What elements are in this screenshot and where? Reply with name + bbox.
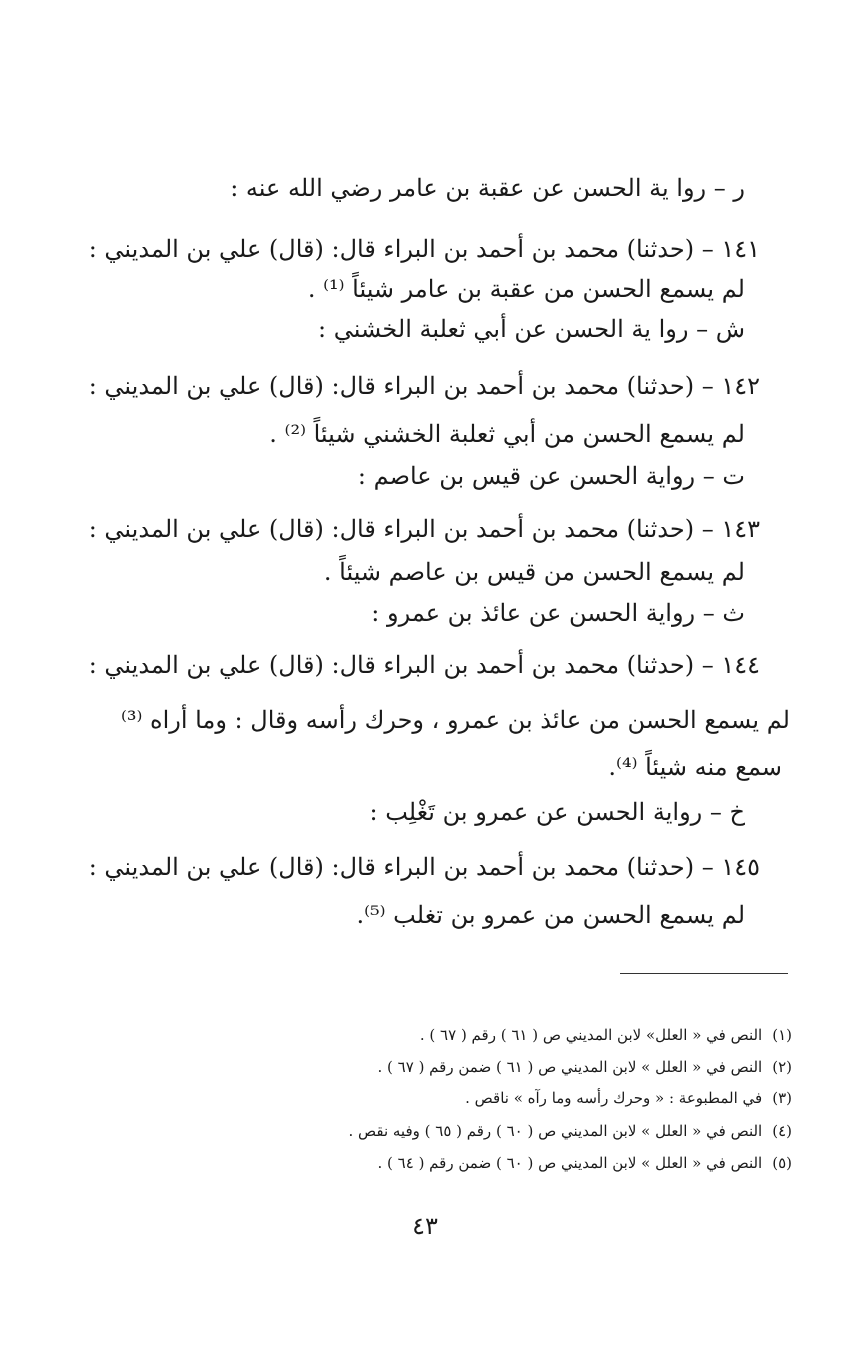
footnote-text: النص في « العلل » لابن المديني ص ( ٦٠ ) رقم ( ٦٥ ) وفيه نقص . [348, 1122, 763, 1140]
footnote-2 [378, 1056, 792, 1078]
section-heading-r: ر – روا ية الحسن عن عقبة بن عامر رضي الله عنه : [230, 174, 745, 202]
section-heading-sh: ش – روا ية الحسن عن أبي ثعلبة الخشني : [318, 315, 745, 343]
footnote-text: في المطبوعة : « وحرك رأسه وما رآه » ناقص . [465, 1089, 763, 1107]
page-number: ٤٣ [412, 1212, 438, 1240]
footnote-text: النص في « العلل» لابن المديني ص ( ٦١ ) رقم ( ٦٧ ) . [419, 1026, 763, 1044]
narration-143-isnad: ١٤٣ – (حدثنا) محمد بن أحمد بن البراء قال: (قال) علي بن المديني : [88, 515, 760, 543]
footnote-4 [348, 1120, 792, 1142]
narration-145-isnad: ١٤٥ – (حدثنا) محمد بن أحمد بن البراء قال: (قال) علي بن المديني : [88, 853, 760, 881]
footnote-number: (١) [772, 1026, 792, 1044]
narration-144-isnad: ١٤٤ – (حدثنا) محمد بن أحمد بن البراء قال: (قال) علي بن المديني : [88, 651, 760, 679]
narration-144-text-line2: سمع منه شيئاً ⁽⁴⁾. [608, 753, 782, 781]
footnote-number: (٥) [772, 1154, 792, 1172]
section-heading-t: ت – رواية الحسن عن قيس بن عاصم : [357, 462, 745, 490]
narration-142-isnad: ١٤٢ – (حدثنا) محمد بن أحمد بن البراء قال: (قال) علي بن المديني : [88, 372, 760, 400]
narration-141-isnad: ١٤١ – (حدثنا) محمد بن أحمد بن البراء قال: (قال) علي بن المديني : [88, 235, 760, 263]
footnote-number: (٢) [772, 1058, 792, 1076]
footnote-3 [465, 1087, 792, 1109]
footnote-1 [420, 1024, 792, 1046]
footnote-5 [378, 1152, 792, 1174]
section-heading-kh: خ – رواية الحسن عن عمرو بن تَغْلِب : [369, 798, 745, 826]
narration-144-text-line1: لم يسمع الحسن من عائذ بن عمرو ، وحرك رأسه وقال : وما أراه ⁽³⁾ [120, 706, 790, 734]
narration-141-text: لم يسمع الحسن من عقبة بن عامر شيئاً ⁽¹⁾ . [307, 275, 745, 303]
footnote-text: النص في « العلل » لابن المديني ص ( ٦٠ ) ضمن رقم ( ٦٤ ) . [377, 1154, 763, 1172]
footnote-number: (٣) [772, 1089, 792, 1107]
narration-143-text: لم يسمع الحسن من قيس بن عاصم شيئاً . [323, 558, 745, 586]
footnote-separator [620, 973, 788, 974]
footnote-number: (٤) [772, 1122, 792, 1140]
narration-145-text: لم يسمع الحسن من عمرو بن تغلب ⁽⁵⁾. [356, 901, 745, 929]
footnote-text: النص في « العلل » لابن المديني ص ( ٦١ ) ضمن رقم ( ٦٧ ) . [377, 1058, 763, 1076]
narration-142-text: لم يسمع الحسن من أبي ثعلبة الخشني شيئاً ⁽²⁾ . [269, 420, 745, 448]
section-heading-th: ث – رواية الحسن عن عائذ بن عمرو : [371, 599, 745, 627]
